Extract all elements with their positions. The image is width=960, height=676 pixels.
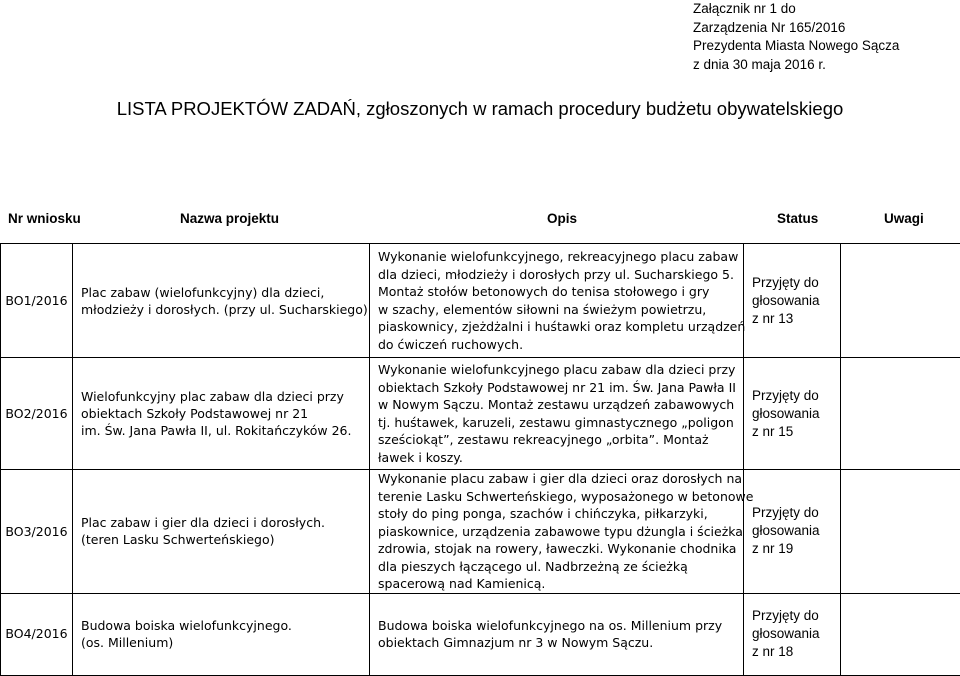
attachment-line: Załącznik nr 1 do [693,0,899,19]
desc-line: obiektach Gimnazjum nr 3 w Nowym Sączu. [378,634,735,652]
table-row [1,358,960,470]
desc-line: obiektach Szkoły Podstawowej nr 21 im. Św. Jana Pawła II [378,379,735,397]
status-line: głosowania [752,405,832,423]
attachment-line: Zarządzenia Nr 165/2016 [693,19,899,38]
cell-nr: BO1/2016 [1,244,73,358]
cell-nr: BO2/2016 [1,358,73,470]
name-line: (os. Millenium) [81,634,361,651]
desc-line: w Nowym Sączu. Montaż zestawu urządzeń zabawowych [378,396,735,414]
cell-desc [370,358,744,470]
document-title: LISTA PROJEKTÓW ZADAŃ, zgłoszonych w ramach procedury budżetu obywatelskiego [0,97,960,121]
attachment-line: Prezydenta Miasta Nowego Sącza [693,37,899,56]
cell-status [744,470,841,594]
attachment-line: z dnia 30 maja 2016 r. [693,56,899,75]
cell-desc [370,244,744,358]
desc-line: stoły do ping ponga, szachów i chińczyka, piłkarzyki, [378,505,735,523]
desc-line: spacerową nad Kamienicą. [378,575,735,593]
desc-line: ławek i koszy. [378,449,735,467]
name-line: im. Św. Jana Pawła II, ul. Rokitańczyków 26. [81,422,361,439]
cell-status [744,593,841,675]
status-line: z nr 18 [752,643,832,661]
status-line: z nr 19 [752,540,832,558]
cell-status [744,358,841,470]
status-line: Przyjęty do [752,607,832,625]
desc-line: zdrowia, stojak na rowery, ławeczki. Wykonanie chodnika [378,540,735,558]
desc-line: terenie Lasku Schwerteńskiego, wyposażonego w betonowe [378,488,735,506]
name-line: Budowa boiska wielofunkcyjnego. [81,617,361,634]
header-nr: Nr wniosku [8,211,81,226]
cell-name [73,470,370,594]
cell-notes [841,470,960,594]
cell-desc [370,470,744,594]
name-line: młodzieży i dorosłych. (przy ul. Sucharskiego) [81,301,361,318]
desc-line: Wykonanie wielofunkcyjnego, rekreacyjnego placu zabaw [378,248,735,266]
status-line: głosowania [752,292,832,310]
table-row [1,593,960,675]
desc-line: w szachy, elementów siłowni na świeżym powietrzu, [378,301,735,319]
header-name: Nazwa projektu [180,211,279,226]
desc-line: dla dzieci, młodzieży i dorosłych przy ul. Sucharskiego 5. [378,266,735,284]
name-line: Plac zabaw i gier dla dzieci i dorosłych. [81,514,361,531]
desc-line: piaskownice, urządzenia zabawowe typu dżungla i ścieżka [378,523,735,541]
desc-line: piaskownicy, zjeżdżalni i huśtawki oraz kompletu urządzeń [378,318,735,336]
table-row [1,470,960,594]
name-line: obiektach Szkoły Podstawowej nr 21 [81,405,361,422]
desc-line: dla pieszych łączącego ul. Nadbrzeżną ze ścieżką [378,558,735,576]
desc-line: do ćwiczeń ruchowych. [378,336,735,354]
cell-name [73,358,370,470]
cell-notes [841,593,960,675]
cell-name [73,244,370,358]
table-row [1,244,960,358]
desc-line: tj. huśtawek, karuzeli, zestawu gimnastycznego „poligon [378,414,735,432]
cell-status [744,244,841,358]
cell-nr: BO3/2016 [1,470,73,594]
header-notes: Uwagi [884,211,924,226]
status-line: z nr 13 [752,310,832,328]
desc-line: sześciokąt”, zestawu rekreacyjnego „orbita”. Montaż [378,431,735,449]
status-line: z nr 15 [752,423,832,441]
desc-line: Montaż stołów betonowych do tenisa stołowego i gry [378,283,735,301]
desc-line: Wykonanie placu zabaw i gier dla dzieci oraz dorosłych na [378,470,735,488]
cell-notes [841,244,960,358]
projects-table [0,243,960,676]
name-line: (teren Lasku Schwerteńskiego) [81,531,361,548]
desc-line: Budowa boiska wielofunkcyjnego na os. Millenium przy [378,617,735,635]
header-status: Status [777,211,818,226]
desc-line: Wykonanie wielofunkcyjnego placu zabaw dla dzieci przy [378,361,735,379]
header-desc: Opis [547,211,577,226]
status-line: głosowania [752,625,832,643]
status-line: Przyjęty do [752,274,832,292]
cell-notes [841,358,960,470]
attachment-header [693,0,899,74]
status-line: Przyjęty do [752,504,832,522]
status-line: Przyjęty do [752,387,832,405]
cell-desc [370,593,744,675]
cell-name [73,593,370,675]
name-line: Plac zabaw (wielofunkcyjny) dla dzieci, [81,284,361,301]
name-line: Wielofunkcyjny plac zabaw dla dzieci przy [81,388,361,405]
cell-nr: BO4/2016 [1,593,73,675]
status-line: głosowania [752,522,832,540]
